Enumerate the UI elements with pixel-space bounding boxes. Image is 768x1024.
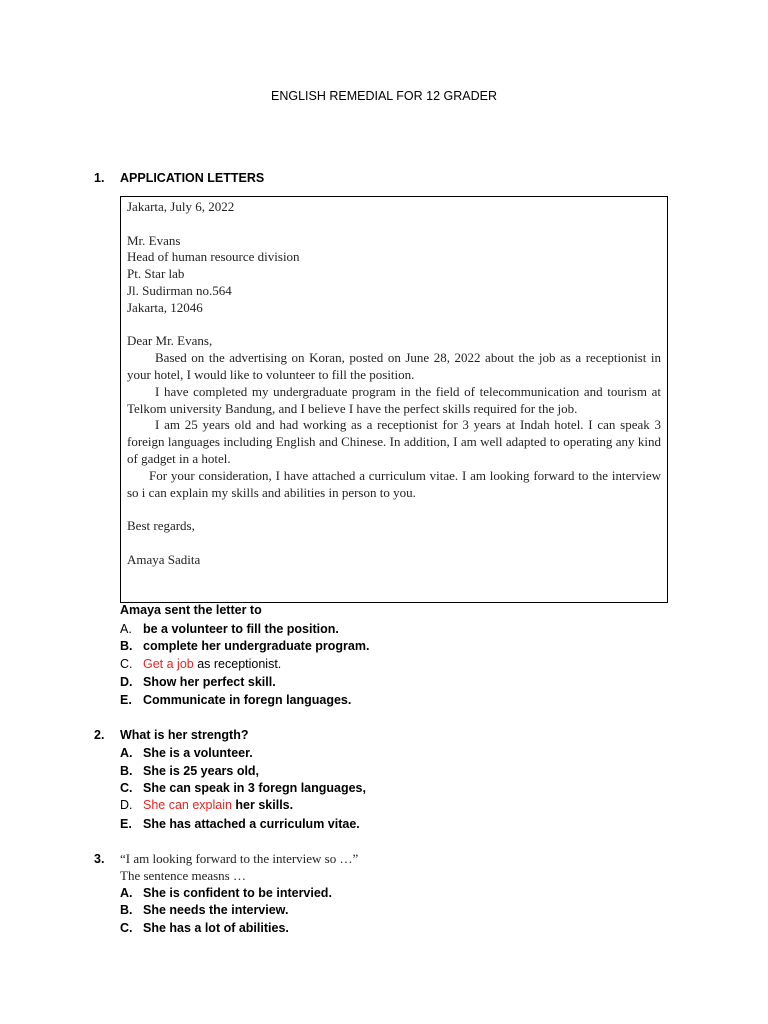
option-text: her skills. xyxy=(231,798,294,812)
question-1-heading: APPLICATION LETTERS xyxy=(120,171,265,185)
option-letter: C. xyxy=(120,657,133,671)
option-letter: A. xyxy=(120,746,133,760)
letter-recipient: Mr. Evans xyxy=(127,232,181,248)
question-1-text: Amaya sent the letter to xyxy=(120,603,262,617)
option-text: She is a volunteer. xyxy=(143,746,253,760)
question-3-quote: “I am looking forward to the interview so …” xyxy=(120,851,359,866)
option-text: She has a lot of abilities. xyxy=(143,921,289,935)
letter-closing: Best regards, xyxy=(127,518,195,534)
option-letter: B. xyxy=(120,639,133,653)
option-highlight: Get a job xyxy=(143,657,194,671)
option-text: She can speak in 3 foregn languages, xyxy=(143,781,366,795)
option-letter: B. xyxy=(120,903,133,917)
option-text: She is 25 years old, xyxy=(143,764,260,778)
question-3-option-b xyxy=(120,903,288,917)
option-letter: D. xyxy=(120,798,133,812)
question-1-option-a xyxy=(120,622,339,636)
question-2-option-a xyxy=(120,746,253,760)
letter-city: Jakarta, 12046 xyxy=(127,299,203,315)
letter-paragraph-3: I am 25 years old and had working as a receptionist for 3 years at Indah hotel. I can speak 3 foreign languages including English and Chinese. In addition, I am well adapted to operating any kind of gadget in a hotel. xyxy=(127,417,661,466)
question-2-option-b xyxy=(120,764,259,778)
option-text: complete her undergraduate program. xyxy=(143,639,370,653)
letter-signature: Amaya Sadita xyxy=(127,551,201,567)
letter-street: Jl. Sudirman no.564 xyxy=(127,282,232,298)
question-2-number: 2. xyxy=(94,728,105,742)
option-letter: A. xyxy=(120,622,132,636)
option-letter: C. xyxy=(120,921,133,935)
letter-paragraph-2: I have completed my undergraduate program in the field of telecommunication and tourism at Telkom university Bandung, and I believe I have the perfect skills required for the job. xyxy=(127,383,661,416)
question-3-number: 3. xyxy=(94,852,105,866)
page-title: ENGLISH REMEDIAL FOR 12 GRADER xyxy=(271,89,497,103)
question-2-text: What is her strength? xyxy=(120,728,249,742)
application-letter-box xyxy=(120,196,668,603)
question-3-option-a xyxy=(120,886,332,900)
option-text: Communicate in foregn languages. xyxy=(143,693,352,707)
letter-recipient-position: Head of human resource division xyxy=(127,249,300,265)
question-3-option-c xyxy=(120,921,289,935)
letter-paragraph-1: Based on the advertising on Koran, posted on June 28, 2022 about the job as a receptionist in your hotel, I would like to volunteer to fill the position. xyxy=(127,350,661,382)
option-text: be a volunteer to fill the position. xyxy=(143,622,339,636)
letter-paragraph-4: For your consideration, I have attached a curriculum vitae. I am looking forward to the interview so i can explain my skills and abilities in person to you. xyxy=(127,467,661,500)
option-text: Show her perfect skill. xyxy=(143,675,276,689)
application-letter xyxy=(127,199,661,569)
option-letter: D. xyxy=(120,675,133,689)
option-highlight: She can explain xyxy=(143,798,232,812)
option-letter: B. xyxy=(120,764,133,778)
question-2-option-d xyxy=(120,798,293,812)
question-2-option-c xyxy=(120,781,366,795)
option-letter: C. xyxy=(120,781,133,795)
question-1-option-b xyxy=(120,639,369,653)
question-3-prompt: The sentence measns … xyxy=(120,868,246,883)
question-1-option-d xyxy=(120,675,276,689)
question-1-option-e xyxy=(120,693,351,707)
option-letter: E. xyxy=(120,817,132,831)
option-letter: A. xyxy=(120,886,133,900)
option-text: She is confident to be intervied. xyxy=(143,886,332,900)
letter-date: Jakarta, July 6, 2022 xyxy=(127,199,235,214)
option-text: as receptionist. xyxy=(193,657,282,671)
question-1-option-c xyxy=(120,657,281,671)
option-text: She has attached a curriculum vitae. xyxy=(143,817,360,831)
question-2-option-e xyxy=(120,817,360,831)
letter-company: Pt. Star lab xyxy=(127,266,185,282)
option-letter: E. xyxy=(120,693,132,707)
question-1-number: 1. xyxy=(94,171,105,185)
letter-salutation: Dear Mr. Evans, xyxy=(127,333,213,349)
option-text: She needs the interview. xyxy=(143,903,289,917)
